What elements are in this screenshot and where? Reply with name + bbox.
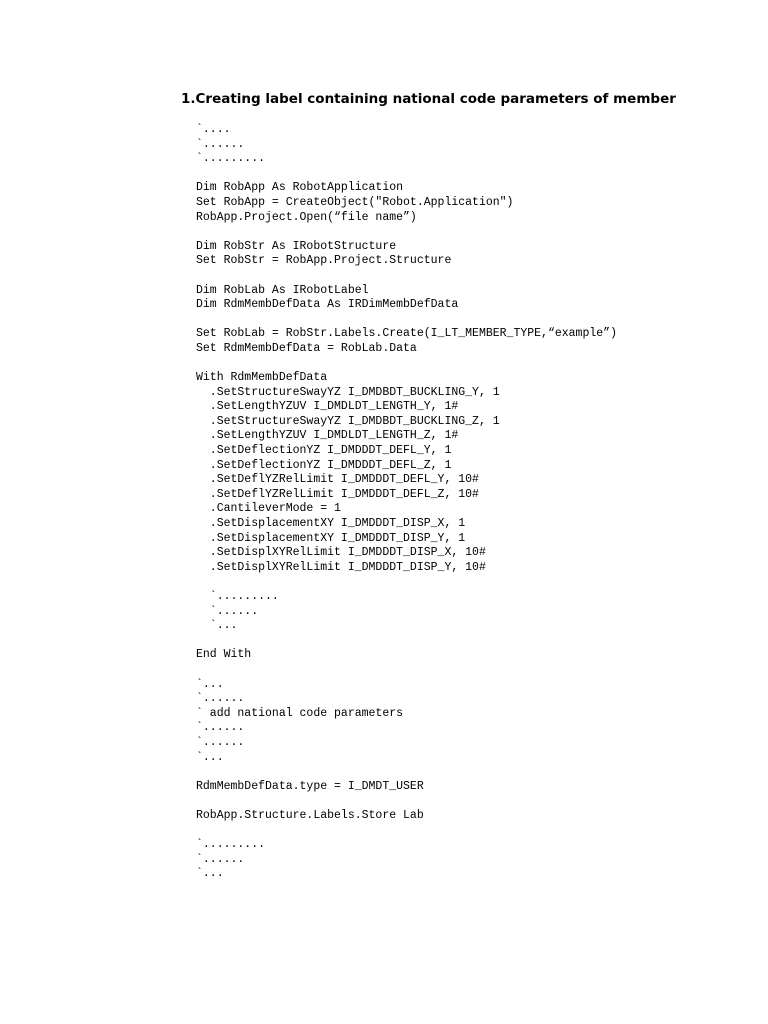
code-line	[196, 357, 617, 372]
code-line: `.........	[196, 838, 266, 852]
code-line: .SetDeflYZRelLimit I_DMDDDT_DEFL_Y, 10#	[196, 473, 479, 487]
code-line: .SetDeflYZRelLimit I_DMDDDT_DEFL_Z, 10#	[196, 487, 479, 501]
code-line	[196, 794, 617, 809]
code-line: `...	[196, 750, 224, 764]
code-line: `......	[196, 692, 245, 706]
code-line: `....	[196, 123, 231, 136]
code-line: .SetDisplacementXY I_DMDDDT_DISP_Y, 1	[196, 531, 466, 545]
code-line: .SetDisplacementXY I_DMDDDT_DISP_X, 1	[196, 517, 466, 531]
code-line: RobApp.Project.Open(“file name”)	[196, 210, 417, 224]
code-line: End With	[196, 648, 252, 662]
code-line: .SetStructureSwayYZ I_DMDBDT_BUCKLING_Z, 1	[196, 414, 500, 428]
code-line: RobApp.Structure.Labels.Store Lab	[196, 808, 424, 822]
code-line: .SetDisplXYRelLimit I_DMDDDT_DISP_X, 10#	[196, 546, 486, 560]
code-line: Dim RobApp As RobotApplication	[196, 181, 404, 195]
code-line	[196, 663, 617, 678]
code-block	[196, 123, 617, 882]
code-line: `...	[196, 867, 224, 881]
code-line	[196, 313, 617, 328]
code-line: `.........	[196, 590, 279, 603]
code-line	[196, 634, 617, 649]
code-line: Dim RobLab As IRobotLabel	[196, 283, 369, 297]
code-line	[196, 225, 617, 240]
code-line: .SetLengthYZUV I_DMDLDT_LENGTH_Y, 1#	[196, 400, 459, 414]
code-line: Dim RdmMembDefData As IRDimMembDefData	[196, 298, 459, 312]
code-line: ` add national code parameters	[196, 706, 404, 720]
code-line: Set RobStr = RobApp.Project.Structure	[196, 254, 452, 268]
code-line: Dim RobStr As IRobotStructure	[196, 239, 397, 253]
code-line: RdmMembDefData.type = I_DMDT_USER	[196, 779, 424, 793]
code-line: `......	[196, 604, 259, 618]
code-line: .CantileverMode = 1	[196, 502, 341, 516]
code-line	[196, 167, 617, 182]
code-line: `......	[196, 852, 245, 866]
code-line: .SetDeflectionYZ I_DMDDDT_DEFL_Y, 1	[196, 444, 452, 458]
code-line: `......	[196, 137, 245, 151]
code-line: `...	[196, 677, 224, 691]
code-line: `......	[196, 721, 245, 735]
code-line: Set RdmMembDefData = RobLab.Data	[196, 341, 417, 355]
code-line: Set RobApp = CreateObject("Robot.Application")	[196, 195, 514, 209]
code-line: `...	[196, 619, 238, 633]
code-line: `.........	[196, 152, 266, 166]
code-line: .SetStructureSwayYZ I_DMDBDT_BUCKLING_Y, 1	[196, 385, 500, 399]
code-line	[196, 575, 617, 590]
code-line: `......	[196, 735, 245, 749]
section-heading: 1.Creating label containing national code parameters of member	[181, 91, 676, 107]
code-line: With RdmMembDefData	[196, 371, 328, 385]
code-line	[196, 269, 617, 284]
code-line: Set RobLab = RobStr.Labels.Create(I_LT_MEMBER_TYPE,“example”)	[196, 327, 617, 341]
code-line: .SetDeflectionYZ I_DMDDDT_DEFL_Z, 1	[196, 458, 452, 472]
code-line	[196, 765, 617, 780]
code-line	[196, 824, 617, 839]
code-line: .SetDisplXYRelLimit I_DMDDDT_DISP_Y, 10#	[196, 560, 486, 574]
code-line: .SetLengthYZUV I_DMDLDT_LENGTH_Z, 1#	[196, 429, 459, 443]
